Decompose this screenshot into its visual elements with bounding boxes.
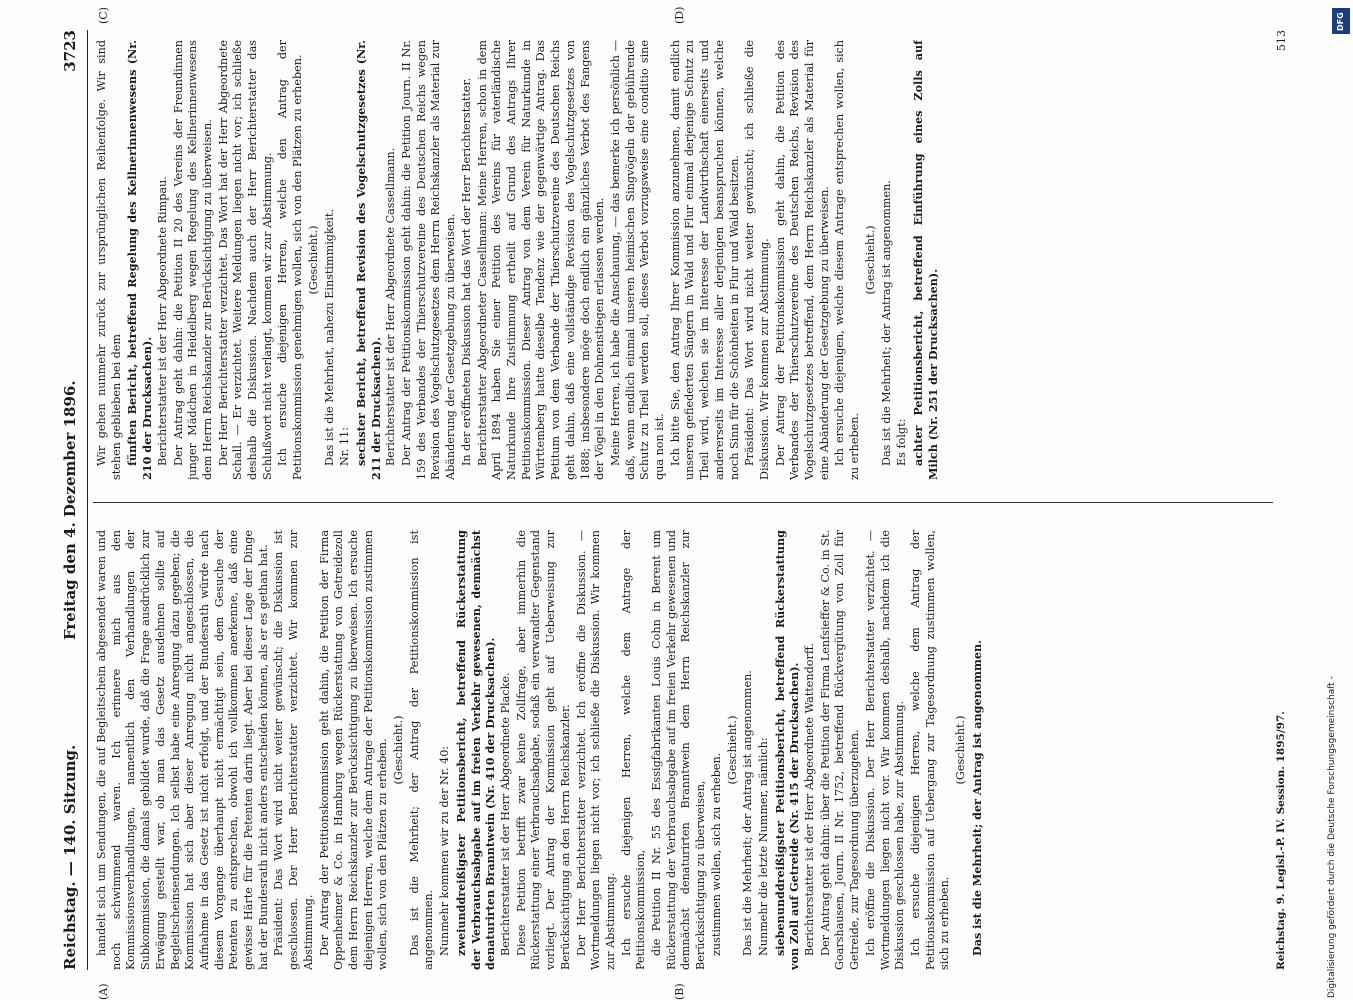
paragraph: Nunmehr kommen wir zu der Nr. 40:	[438, 745, 452, 956]
page-header	[53, 30, 88, 970]
paragraph: Diese Petition betrifft zwar keine Zollfrage, aber immerhin die Rückerstattung einer Verbrauchsabgabe, sodaß ein verwandter Gegenstand vorliegt. Der Antrag der Kommission geht auf Ueberweisung zur Berücksichtigung an den Herrn Reichskanzler.	[514, 530, 572, 970]
paragraph: Ich ersuche diejenigen, welche diesem Antrage entsprechen wollen, sich zu erheben.	[833, 40, 862, 480]
margin-marker-c: (C)	[97, 7, 110, 24]
paragraph: Ich bitte Sie, den Antrag Ihrer Kommission anzunehmen, damit endlich unseren gefiederten Sängern in Wald und Flur einmal derjenige Schutz zu Theil wird, welchen sie im Interesse der Landwirthschaft einerseits und andererseits im Interesse aller derjenigen beanspruchen können, welche noch Sinn für die Schönheiten in Flur und Wald besitzen.	[668, 40, 741, 480]
margin-marker-a: (A)	[97, 983, 110, 1000]
paragraph: Das ist die Mehrheit; der Antrag der Petitionskommission ist angenommen.	[407, 530, 436, 970]
paragraph: (Geschieht.)	[306, 225, 320, 295]
header-date: Freitag den 4. Dezember 1896.	[61, 380, 79, 640]
signature-number: 513	[1275, 30, 1288, 51]
paragraph: Berichterstatter Abgeordneter Cassellmann: Meine Herren, schon in dem April 1894 haben Sie einer Petition des Vereins für vaterländische Naturkunde Ihre Zustimmung ertheilt auf Grund des Antrags Ihrer Petitionskommission. Dieser Antrag von dem Verein für Naturkunde in Württemberg hatte dieselbe Tendenz wie der gegenwärtige Antrag. Das Petitum von dem Verbande der Thierschutzvereine des Deutschen Reichs geht dahin, daß eine vollständige Revision des Vogelschutzgesetzes von 1888; insbesondere möge doch endlich ein gänzliches Verbot des Fangens der Vögel in den Dohnenstiegen erlassen werden.	[475, 40, 607, 480]
paragraph: Der Antrag der Petitionskommission geht dahin, die Petition des Verbandes der Thierschutzvereine des Deutschen Reichs, Revision des Vogelschutzgesetzes betreffend, dem Herrn Reichskanzler als Material für eine Abänderung der Gesetzgebung zu überweisen.	[773, 40, 831, 480]
paragraph: handelt sich um Sendungen, die auf Begleitschein abgesendet waren und noch schwimmend waren. Ich erinnere mich aus den Kommissionsverhandlungen, namentlich den Verhandlungen der Subkommission, die damals gebildet wurde, daß die Frage ausdrücklich zur Erwägung gestellt war, ob man das Gesetz ausdehnen sollte auf Begleitscheinsendungen. Ich selbst habe eine Anregung dazu gegeben; die Kommission hat sich aber dieser Anregung nicht angeschlossen, die Aufnahme in das Gesetz ist nicht erfolgt, und der Bundesrath würde nach diesem Vorgange überhaupt nicht ermächtigt sein, dem Gesuche der Petenten zu entsprechen, obwohl ich vollkommen anerkenne, daß eine gewisse Härte für die Petenten darin liegt. Aber bei dieser Lage der Dinge hat der Bundesrath nicht anders entscheiden können, als er es gethan hat.	[95, 530, 270, 970]
paragraph: Ich ersuche diejenigen Herren, welche den Antrag der Petitionskommission genehmigen wollen, sich von den Plätzen zu erheben.	[276, 40, 305, 480]
header-left: Reichstag. — 140. Sitzung.	[61, 744, 79, 970]
right-column	[95, 40, 1265, 480]
paragraph: Das ist die Mehrheit; der Antrag ist angenommen.	[969, 640, 984, 956]
dfg-logo	[1332, 8, 1350, 34]
paragraph: Berichterstatter ist der Herr Abgeordnete Cassellmann.	[384, 147, 398, 466]
paragraph: Der Antrag der Petitionskommission geht dahin: die Petition Journ. II Nr. 159 des Verbandes der Thierschutzvereine des Deutschen Reichs wegen Revision des Vogelschutzgesetzes dem Herrn Reichskanzler als Material zur Abänderung der Gesetzgebung zu überweisen.	[400, 40, 458, 480]
paragraph: Ich ersuche diejenigen Herren, welche dem Antrage der Petitionskommission,	[619, 530, 648, 970]
digitization-note	[1327, 8, 1349, 998]
paragraph: Nr. 11:	[338, 426, 352, 466]
paragraph: Der Antrag der Petitionskommission geht dahin, die Petition der Firma Oppenheimer & Co. in Hamburg wegen Rückerstattung von Getreidezoll dem Herrn Reichskanzler zur Berücksichtigung zu überweisen. Ich ersuche diejenigen Herren, welche dem Antrage der Petitionskommission zustimmen wollen, sich von den Plätzen zu erheben.	[317, 530, 390, 970]
paragraph: Der Herr Berichterstatter verzichtet. Ich eröffne die Diskussion. — Wortmeldungen liegen nicht vor; ich schließe die Diskussion. Wir kommen zur Abstimmung.	[574, 530, 617, 970]
paragraph: achter Petitionsbericht, betreffend Einführung eines Zolls auf Milch (Nr. 251 der Drucksachen).	[910, 40, 940, 480]
paragraph: siebenunddreißigster Petitionsbericht, betreffend Rückerstattung von Zoll auf Getreide (Nr. 415 der Drucksachen).	[772, 530, 802, 970]
paragraph: Berichterstatter ist der Herr Abgeordnete Placke.	[498, 672, 512, 956]
left-column	[95, 530, 1265, 970]
paragraph: Es folgt:	[895, 418, 909, 466]
dfg-logo-text: DFG	[1336, 12, 1345, 31]
rotated-page	[53, 6, 1318, 1000]
paragraph: (Geschieht.)	[392, 715, 406, 785]
paragraph: Das ist die Mehrheit, nahezu Einstimmigkeit.	[322, 209, 336, 466]
page-footer: Reichstag. 9. Legisl.-P. IV. Session. 1895/97.	[1275, 711, 1287, 970]
paragraph: Der Antrag geht dahin: die Petition II 20 des Vereins der Freundinnen junger Mädchen in Heidelberg wegen Regelung des Kellnerinnenwesens dem Herrn Reichskanzler zur Berücksichtigung zu überweisen.	[171, 40, 214, 480]
paragraph: Präsident: Das Wort wird nicht weiter gewünscht; die Diskussion ist geschlossen. Der Herr Berichterstatter verzichtet. Wir kommen zur Abstimmung.	[272, 530, 315, 970]
paragraph: Präsident: Das Wort wird nicht weiter gewünscht; ich schließe die Diskussion. Wir kommen zur Abstimmung.	[743, 40, 771, 480]
paragraph: Berichterstatter ist der Herr Abgeordnete Wattendorff.	[803, 643, 817, 956]
paragraph: Das ist die Mehrheit; der Antrag ist angenommen.	[741, 670, 755, 956]
paragraph: In der eröffneten Diskussion hat das Wort der Herr Berichterstatter.	[459, 77, 473, 466]
margin-marker-d: (D)	[673, 6, 686, 24]
paragraph: (Geschieht.)	[863, 225, 877, 295]
paragraph: sechster Bericht, betreffend Revision des Vogelschutzgesetzes (Nr. 211 der Drucksachen).	[353, 40, 383, 480]
paragraph: Der Herr Berichterstatter verzichtet. Das Wort hat der Herr Abgeordnete Schall. — Er verzichtet. Weitere Meldungen liegen nicht vor; ich schließe deshalb die Diskussion. Nachdem auch der Herr Berichterstatter das Schlußwort nicht verlangt, kommen wir zur Abstimmung.	[216, 40, 274, 480]
paragraph: Nunmehr die letzte Nummer, nämlich:	[756, 737, 770, 956]
paragraph: Das ist die Mehrheit; der Antrag ist angenommen.	[879, 180, 893, 466]
paragraph: zustimmen wollen, sich zu erheben.	[709, 752, 723, 956]
paragraph: Ich eröffne die Diskussion. Der Herr Berichterstatter verzichtet. — Wortmeldungen liegen nicht vor. Wir kommen deshalb, nachdem ich die Diskussion geschlossen habe, zur Abstimmung.	[863, 530, 907, 970]
paragraph: (Geschieht.)	[725, 715, 739, 785]
column-rule	[93, 502, 1273, 503]
paragraph: Berichterstatter ist der Herr Abgeordnete Rimpau.	[155, 176, 169, 466]
paragraph: Ich ersuche diejenigen Herren, welche dem Antrag der Petitionskommission auf Uebergang zur Tagesordnung zustimmen wollen, sich zu erheben.	[908, 530, 952, 970]
margin-marker-b: (B)	[673, 983, 686, 1000]
header-page-number: 3723	[61, 30, 79, 72]
paragraph: die Petition II Nr. 55 des Essigfabrikanten Louis Cohn in Berent um Rückerstattung der Verbrauchsabgabe auf im freien Verkehr gewesenen und demnächst denaturirten Branntwein dem Herrn Reichskanzler zur Berücksichtigung zu überweisen,	[650, 530, 708, 970]
paragraph: Meine Herren, ich habe die Anschauung, — das bemerke ich persönlich — daß, wenn endlich einmal unseren heimischen Singvögeln der gebührende Schutz zu Theil werden soll, dieses Verbot vorzugsweise eine conditio sine qua non ist.	[608, 40, 667, 480]
paragraph: Der Antrag geht dahin: über die Petition der Firma Lenfsieffer & Co. in St. Goarshausen, Journ. II Nr. 1752, betreffend Rückvergütung von Zoll für Getreide, zur Tagesordnung überzugehen.	[818, 530, 862, 970]
digitization-note-text: Digitalisierung gefördert durch die Deutsche Forschungsgemeinschaft -	[1327, 676, 1337, 998]
paragraph: (Geschieht.)	[954, 715, 968, 785]
paragraph: zweiunddreißigster Petitionsbericht, betreffend Rückerstattung der Verbrauchsabgabe auf im freien Verkehr gewesenen, demnächst denaturirten Branntwein (Nr. 410 der Drucksachen).	[453, 530, 498, 970]
paragraph: fünften Bericht, betreffend Regelung des Kellnerinnenwesens (Nr. 210 der Drucksachen).	[125, 40, 155, 480]
paragraph: Wir gehen nunmehr zurück zur ursprünglichen Reihenfolge. Wir sind stehen geblieben bei dem	[95, 40, 123, 480]
